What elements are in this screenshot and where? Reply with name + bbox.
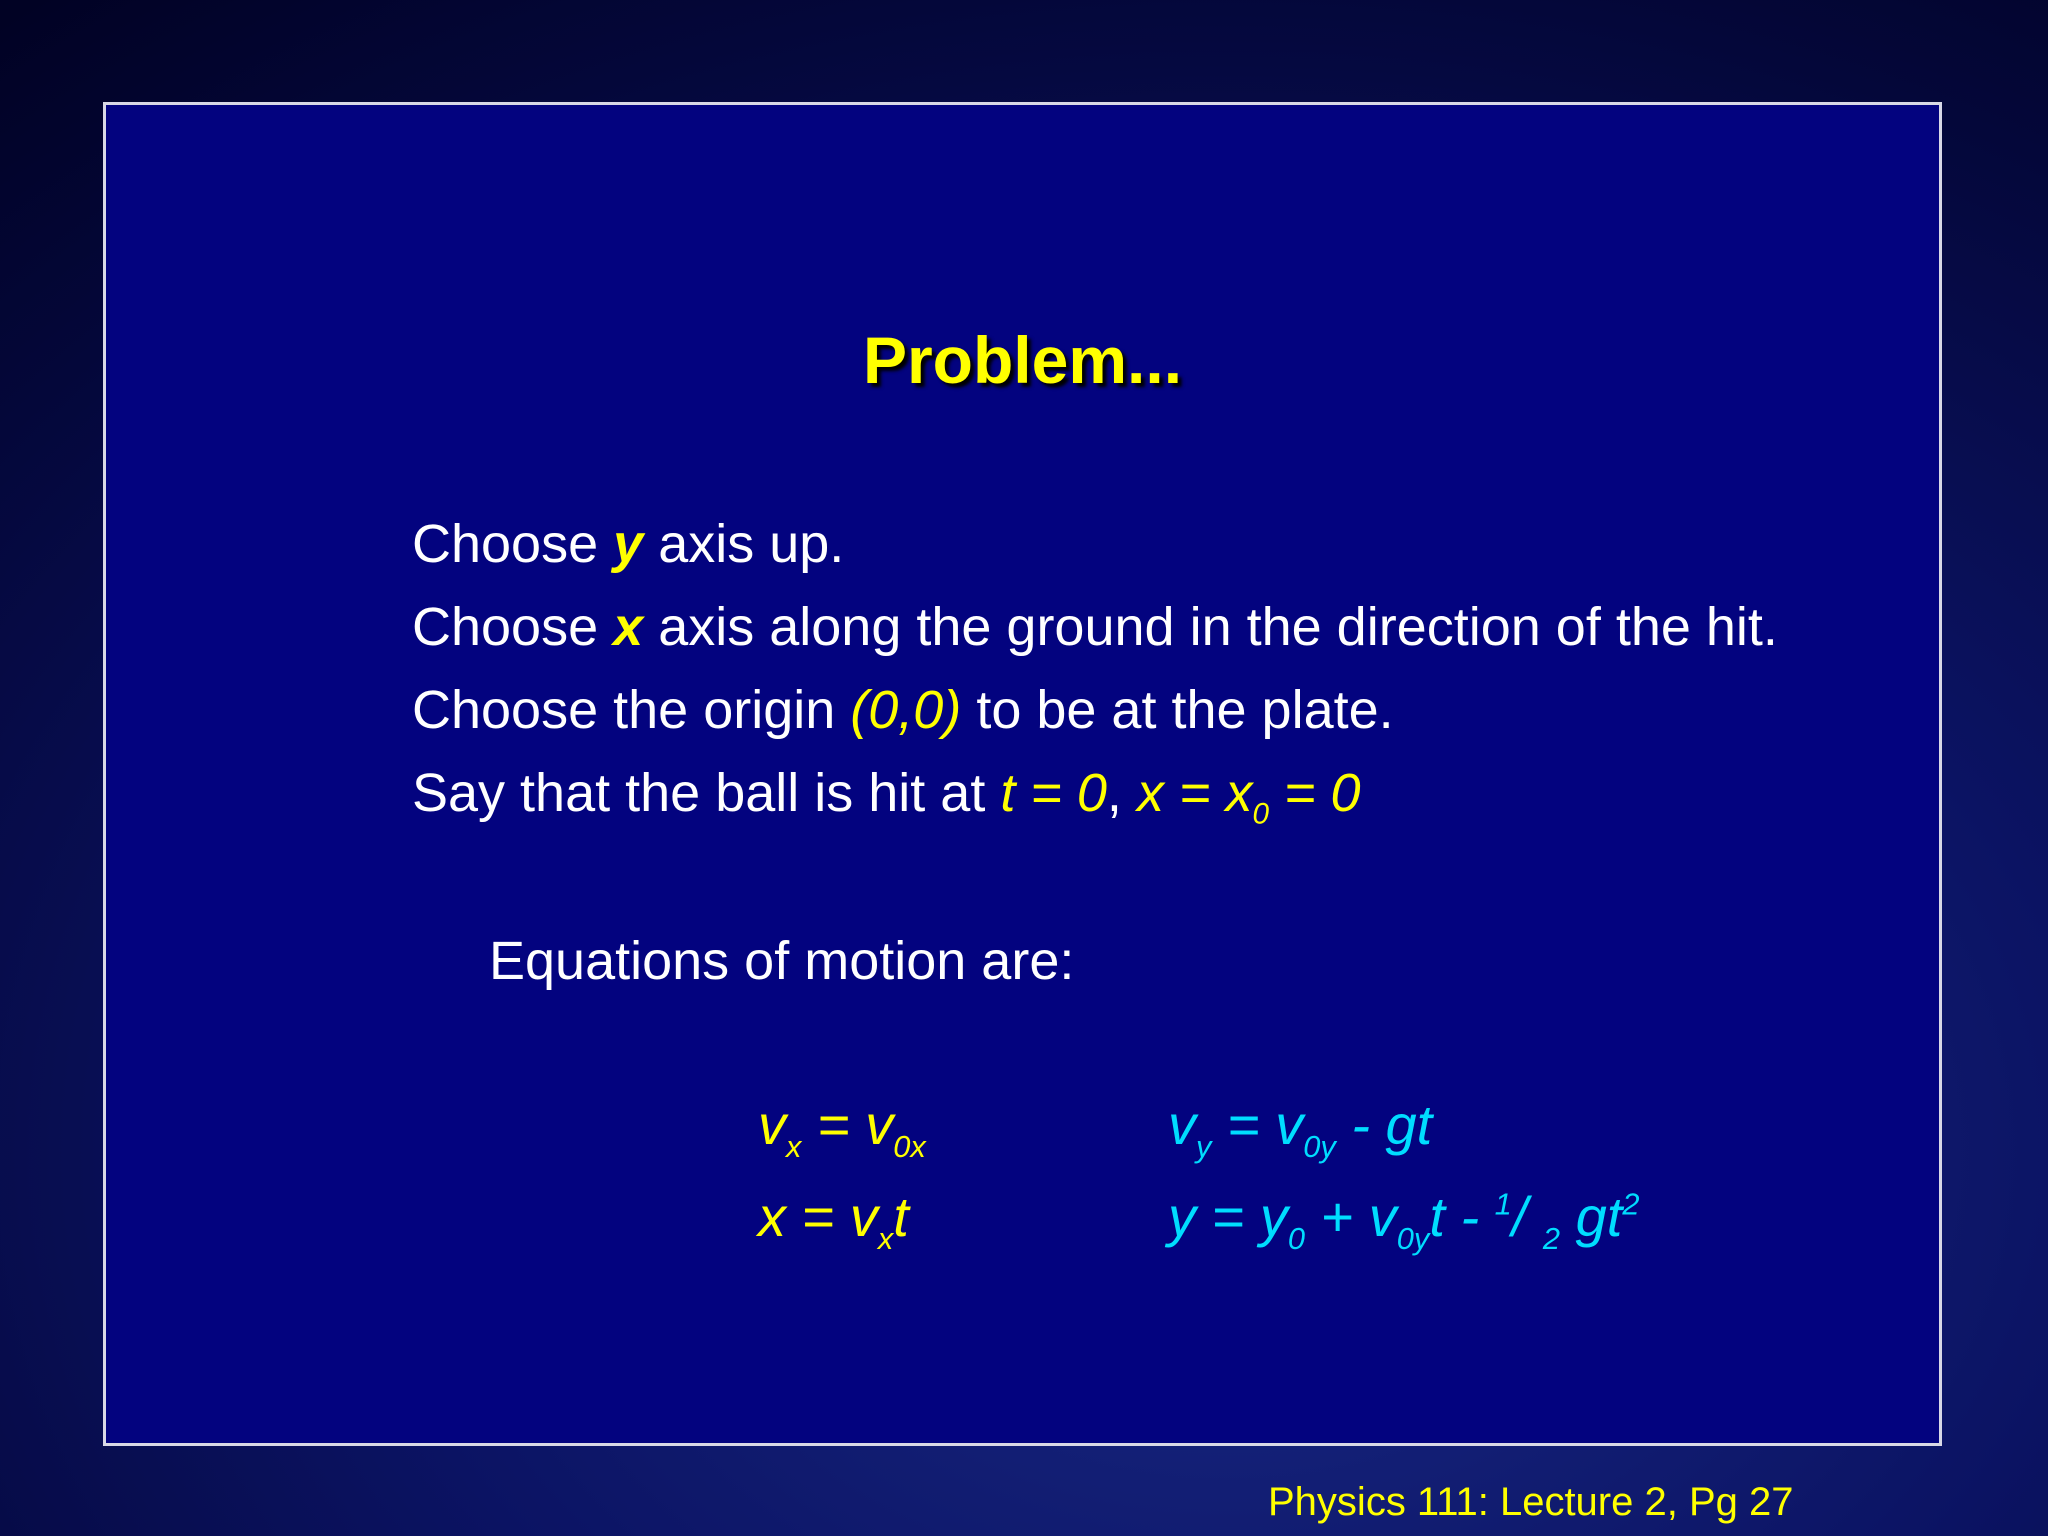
subscript: x bbox=[786, 1128, 802, 1164]
setup-line-origin bbox=[412, 669, 1778, 752]
equation-x bbox=[758, 1182, 909, 1256]
eq-part: t bbox=[893, 1185, 909, 1248]
fraction-denominator: 2 bbox=[1542, 1220, 1561, 1256]
x-variable: x bbox=[613, 597, 644, 657]
superscript: 2 bbox=[1622, 1186, 1640, 1222]
subscript: 0y bbox=[1396, 1220, 1430, 1256]
text-segment: Choose the origin bbox=[412, 680, 851, 740]
eq-part: gt bbox=[1560, 1185, 1623, 1248]
time-zero: t = 0 bbox=[1000, 763, 1107, 823]
equations-intro: Equations of motion are: bbox=[489, 931, 1075, 991]
eq-part: t - bbox=[1429, 1185, 1495, 1248]
origin-coordinates: (0,0) bbox=[850, 680, 962, 740]
x-initial-value: = 0 bbox=[1269, 763, 1361, 823]
subscript: 0x bbox=[893, 1128, 926, 1164]
text-segment: Say that the ball is hit at bbox=[412, 763, 1001, 823]
eq-part: y = y bbox=[1168, 1185, 1288, 1248]
eq-part: = v bbox=[1211, 1093, 1304, 1156]
eq-part: v bbox=[1168, 1093, 1196, 1156]
subscript: y bbox=[1196, 1128, 1212, 1164]
text-segment: , bbox=[1106, 763, 1137, 823]
setup-line-x-axis bbox=[412, 586, 1778, 669]
y-variable: y bbox=[613, 514, 644, 574]
x-initial: x = x bbox=[1136, 763, 1253, 823]
equation-vy bbox=[1168, 1090, 1433, 1164]
slide-title: Problem... bbox=[862, 323, 1183, 397]
setup-list bbox=[412, 503, 1778, 835]
setup-line-initial-conditions bbox=[412, 752, 1778, 835]
text-segment: Choose bbox=[412, 514, 614, 574]
eq-part: = v bbox=[801, 1093, 894, 1156]
subscript: 0y bbox=[1303, 1128, 1336, 1164]
slide-frame bbox=[103, 102, 1942, 1446]
equation-y bbox=[1168, 1182, 1640, 1256]
text-segment: axis along the ground in the direction of the hit. bbox=[643, 597, 1778, 657]
fraction-slash: / bbox=[1511, 1185, 1543, 1248]
text-segment: Choose bbox=[412, 597, 614, 657]
slide-footer: Physics 111: Lecture 2, Pg 27 bbox=[1268, 1480, 1794, 1524]
text-segment: to be at the plate. bbox=[961, 680, 1394, 740]
setup-line-y-axis bbox=[412, 503, 1778, 586]
equation-vx bbox=[758, 1090, 926, 1164]
subscript: 0 bbox=[1287, 1220, 1305, 1256]
text-segment: axis up. bbox=[643, 514, 845, 574]
eq-part: - gt bbox=[1335, 1093, 1433, 1156]
eq-part: v bbox=[758, 1093, 786, 1156]
subscript: 0 bbox=[1252, 797, 1269, 831]
subscript: x bbox=[877, 1220, 894, 1256]
eq-part: + v bbox=[1304, 1185, 1397, 1248]
eq-part: x = v bbox=[758, 1185, 878, 1248]
fraction-numerator: 1 bbox=[1494, 1186, 1512, 1222]
